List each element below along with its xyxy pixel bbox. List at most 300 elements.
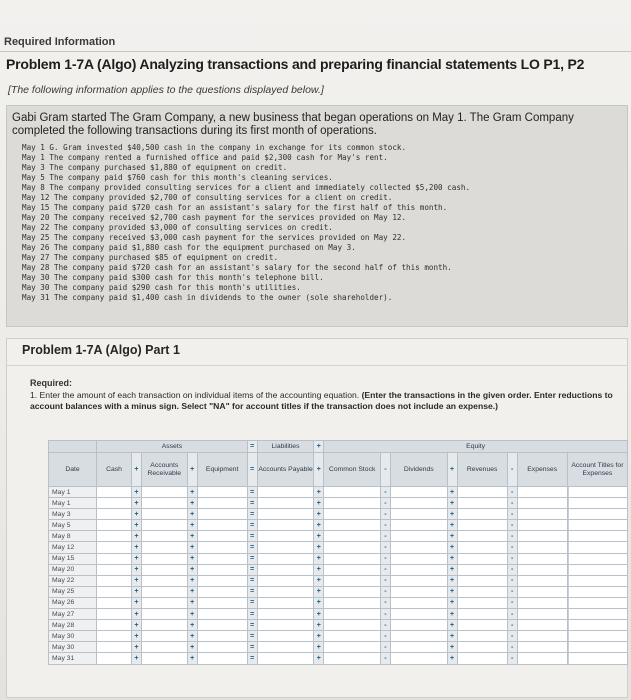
operator-sign: + [447,631,457,642]
account-title-select[interactable] [567,509,627,520]
operator-sign: + [187,620,197,631]
operator-sign: - [507,575,517,586]
row-date: May 1 [49,498,97,509]
operator-sign: - [507,609,517,620]
operator-sign: - [381,553,391,564]
operator-sign: + [447,553,457,564]
common-stock-input[interactable] [324,653,381,664]
account-title-select[interactable] [567,520,627,531]
accounting-equation-table [48,440,628,665]
table-row [49,586,628,597]
operator-sign: + [187,520,197,531]
operator-sign: + [447,653,457,664]
accounts-payable-input[interactable] [257,487,314,498]
operator-sign: + [187,564,197,575]
expenses-input[interactable] [517,631,567,642]
operator-sign: + [447,531,457,542]
cash-input[interactable] [97,564,132,575]
operator-sign: - [381,487,391,498]
col-expenses: Expenses [517,453,567,487]
select-box [568,653,627,663]
table-row [49,564,628,575]
accounts-receivable-input[interactable] [141,553,187,564]
accounts-receivable-input[interactable] [141,487,187,498]
accounts-payable-input[interactable] [257,653,314,664]
accounts-payable-input[interactable] [257,631,314,642]
info-intro-text: Gabi Gram started The Gram Company, a new business that began operations on May 1. The Gram Company completed the following transactions during its first month of operations. [12,112,574,137]
select-box [568,542,627,552]
table-row [49,609,628,620]
operator-sign: + [132,564,142,575]
account-title-select[interactable] [567,642,627,653]
operator-sign: - [507,597,517,608]
row-date: May 1 [49,487,97,498]
accounts-payable-input[interactable] [257,531,314,542]
revenues-input[interactable] [457,553,507,564]
col-op-7: - [507,453,517,487]
accounts-receivable-input[interactable] [141,586,187,597]
table-row [49,531,628,542]
select-box [568,631,627,641]
accounts-payable-input[interactable] [257,520,314,531]
accounts-receivable-input[interactable] [141,498,187,509]
col-date: Date [49,453,97,487]
operator-sign: = [247,542,257,553]
row-date: May 12 [49,542,97,553]
account-title-select[interactable] [567,609,627,620]
common-stock-input[interactable] [324,631,381,642]
row-date: May 22 [49,575,97,586]
operator-sign: + [447,564,457,575]
operator-sign: = [247,631,257,642]
col-common-stock: Common Stock [324,453,381,487]
expenses-input[interactable] [517,597,567,608]
operator-sign: + [132,631,142,642]
table-row [49,553,628,564]
cash-input[interactable] [97,498,132,509]
operator-sign: - [507,653,517,664]
col-revenues: Revenues [457,453,507,487]
col-accounts-payable: Accounts Payable [257,453,314,487]
expenses-input[interactable] [517,586,567,597]
dividends-input[interactable] [390,564,447,575]
accounts-receivable-input[interactable] [141,653,187,664]
operator-sign: + [132,509,142,520]
table-row [49,597,628,608]
operator-sign: + [187,531,197,542]
dividends-input[interactable] [390,575,447,586]
operator-sign: + [314,564,324,575]
account-title-select[interactable] [567,487,627,498]
revenues-input[interactable] [457,575,507,586]
revenues-input[interactable] [457,631,507,642]
operator-sign: + [314,553,324,564]
common-stock-input[interactable] [324,553,381,564]
operator-sign: + [187,631,197,642]
accounts-receivable-input[interactable] [141,531,187,542]
group-equity: Equity [324,441,628,453]
row-date: May 27 [49,609,97,620]
select-box [568,598,627,608]
common-stock-input[interactable] [324,620,381,631]
account-title-select[interactable] [567,542,627,553]
account-title-select[interactable] [567,553,627,564]
common-stock-input[interactable] [324,498,381,509]
equipment-input[interactable] [197,542,247,553]
transaction-item: May 8 The company provided consulting services for a client and immediately collected $5,200 cash. [22,183,471,192]
accounts-payable-input[interactable] [257,609,314,620]
operator-sign: + [447,642,457,653]
equipment-input[interactable] [197,609,247,620]
row-date: May 30 [49,642,97,653]
operator-sign: = [247,564,257,575]
operator-sign: + [132,553,142,564]
operator-sign: + [132,498,142,509]
dividends-input[interactable] [390,542,447,553]
revenues-input[interactable] [457,642,507,653]
cash-input[interactable] [97,609,132,620]
account-title-select[interactable] [567,531,627,542]
operator-sign: + [447,609,457,620]
revenues-input[interactable] [457,597,507,608]
expenses-input[interactable] [517,531,567,542]
operator-sign: + [132,597,142,608]
operator-sign: = [247,620,257,631]
dividends-input[interactable] [390,653,447,664]
equipment-input[interactable] [197,575,247,586]
common-stock-input[interactable] [324,586,381,597]
required-label: Required: [30,378,73,388]
accounts-receivable-input[interactable] [141,509,187,520]
table-row [49,498,628,509]
row-date: May 3 [49,509,97,520]
transaction-item: May 5 The company paid $760 cash for this month's cleaning services. [22,173,333,182]
accounts-payable-input[interactable] [257,509,314,520]
operator-sign: + [132,531,142,542]
group-plus-sign: + [314,441,324,453]
transaction-item: May 30 The company paid $300 cash for this month's telephone bill. [22,273,324,282]
operator-sign: + [132,609,142,620]
revenues-input[interactable] [457,609,507,620]
operator-sign: - [381,498,391,509]
revenues-input[interactable] [457,520,507,531]
operator-sign: - [507,631,517,642]
common-stock-input[interactable] [324,609,381,620]
operator-sign: + [447,542,457,553]
expenses-input[interactable] [517,498,567,509]
common-stock-input[interactable] [324,575,381,586]
operator-sign: + [187,609,197,620]
operator-sign: + [187,487,197,498]
operator-sign: - [507,564,517,575]
col-account-titles: Account Titles for Expenses [567,453,627,487]
operator-sign: - [381,531,391,542]
operator-sign: - [507,620,517,631]
table-row [49,653,628,664]
row-date: May 8 [49,531,97,542]
operator-sign: - [381,609,391,620]
equipment-input[interactable] [197,642,247,653]
col-op-5: - [381,453,391,487]
operator-sign: + [314,487,324,498]
col-dividends: Dividends [390,453,447,487]
table-row [49,542,628,553]
accounts-receivable-input[interactable] [141,642,187,653]
required-information-label: Required Information [4,36,116,48]
revenues-input[interactable] [457,542,507,553]
accounts-receivable-input[interactable] [141,575,187,586]
row-date: May 31 [49,653,97,664]
transaction-item: May 20 The company received $2,700 cash payment for the services provided on May 12. [22,213,407,222]
dividends-input[interactable] [390,609,447,620]
expenses-input[interactable] [517,575,567,586]
problem-title: Problem 1-7A (Algo) Analyzing transactions and preparing financial statements LO P1, P2 [6,56,585,72]
row-date: May 28 [49,620,97,631]
expenses-input[interactable] [517,642,567,653]
operator-sign: - [507,542,517,553]
operator-sign: = [247,653,257,664]
accounts-payable-input[interactable] [257,564,314,575]
transaction-item: May 31 The company paid $1,400 cash in dividends to the owner (sole shareholder). [22,293,393,302]
common-stock-input[interactable] [324,531,381,542]
accounts-payable-input[interactable] [257,597,314,608]
operator-sign: - [381,509,391,520]
transaction-item: May 12 The company provided $2,700 of consulting services for a client on credit. [22,193,393,202]
table-row [49,487,628,498]
cash-input[interactable] [97,575,132,586]
operator-sign: + [314,642,324,653]
operator-sign: + [314,609,324,620]
expenses-input[interactable] [517,620,567,631]
row-date: May 15 [49,553,97,564]
cash-input[interactable] [97,620,132,631]
expenses-input[interactable] [517,509,567,520]
cash-input[interactable] [97,586,132,597]
transaction-item: May 26 The company paid $1,880 cash for the equipment purchased on May 3. [22,243,356,252]
operator-sign: + [132,642,142,653]
table-row [49,575,628,586]
equipment-input[interactable] [197,653,247,664]
expenses-input[interactable] [517,653,567,664]
operator-sign: - [381,653,391,664]
account-title-select[interactable] [567,653,627,664]
accounts-payable-input[interactable] [257,642,314,653]
transaction-item: May 22 The company provided $3,000 of consulting services on credit. [22,223,333,232]
expenses-input[interactable] [517,609,567,620]
operator-sign: = [247,642,257,653]
operator-sign: - [507,498,517,509]
cash-input[interactable] [97,542,132,553]
operator-sign: + [447,509,457,520]
accounts-receivable-input[interactable] [141,620,187,631]
revenues-input[interactable] [457,564,507,575]
accounts-receivable-input[interactable] [141,597,187,608]
row-date: May 30 [49,631,97,642]
revenues-input[interactable] [457,586,507,597]
account-title-select[interactable] [567,575,627,586]
operator-sign: + [447,597,457,608]
operator-sign: - [381,642,391,653]
equipment-input[interactable] [197,531,247,542]
operator-sign: + [314,575,324,586]
group-blank-date [49,441,97,453]
cash-input[interactable] [97,653,132,664]
accounts-payable-input[interactable] [257,620,314,631]
equipment-input[interactable] [197,509,247,520]
common-stock-input[interactable] [324,487,381,498]
cash-input[interactable] [97,509,132,520]
transaction-item: May 30 The company paid $290 cash for this month's utilities. [22,283,301,292]
col-op-4: + [314,453,324,487]
operator-sign: = [247,586,257,597]
dividends-input[interactable] [390,531,447,542]
expenses-input[interactable] [517,553,567,564]
accounts-receivable-input[interactable] [141,520,187,531]
equipment-input[interactable] [197,553,247,564]
table-row [49,620,628,631]
operator-sign: = [247,509,257,520]
transaction-item: May 28 The company paid $720 cash for an assistant's salary for the second half of this month. [22,263,452,272]
common-stock-input[interactable] [324,564,381,575]
common-stock-input[interactable] [324,520,381,531]
operator-sign: + [187,498,197,509]
cash-input[interactable] [97,531,132,542]
transaction-item: May 15 The company paid $720 cash for an assistant's salary for the first half of this month. [22,203,448,212]
cash-input[interactable] [97,642,132,653]
cash-input[interactable] [97,520,132,531]
accounts-receivable-input[interactable] [141,631,187,642]
dividends-input[interactable] [390,631,447,642]
cash-input[interactable] [97,597,132,608]
revenues-input[interactable] [457,498,507,509]
accounts-payable-input[interactable] [257,498,314,509]
dividends-input[interactable] [390,642,447,653]
operator-sign: - [507,642,517,653]
operator-sign: + [314,531,324,542]
cash-input[interactable] [97,487,132,498]
operator-sign: - [507,531,517,542]
dividends-input[interactable] [390,509,447,520]
dividends-input[interactable] [390,520,447,531]
operator-sign: + [314,653,324,664]
operator-sign: - [507,586,517,597]
transaction-item: May 3 The company purchased $1,880 of equipment on credit. [22,163,288,172]
select-box [568,531,627,541]
operator-sign: + [447,586,457,597]
operator-sign: + [187,653,197,664]
revenues-input[interactable] [457,487,507,498]
equipment-input[interactable] [197,620,247,631]
accounts-payable-input[interactable] [257,575,314,586]
account-title-select[interactable] [567,597,627,608]
cash-input[interactable] [97,631,132,642]
instruction-plain: 1. Enter the amount of each transaction on individual items of the accounting equation. [30,390,360,400]
equipment-input[interactable] [197,586,247,597]
account-title-select[interactable] [567,586,627,597]
operator-sign: = [247,575,257,586]
operator-sign: + [187,586,197,597]
accounts-receivable-input[interactable] [141,564,187,575]
select-box [568,554,627,564]
operator-sign: - [381,542,391,553]
accounts-receivable-input[interactable] [141,542,187,553]
operator-sign: = [247,609,257,620]
common-stock-input[interactable] [324,597,381,608]
operator-sign: + [314,586,324,597]
dividends-input[interactable] [390,620,447,631]
equipment-input[interactable] [197,564,247,575]
select-box [568,520,627,530]
common-stock-input[interactable] [324,509,381,520]
equipment-input[interactable] [197,597,247,608]
select-box [568,576,627,586]
operator-sign: + [447,487,457,498]
account-title-select[interactable] [567,620,627,631]
account-title-select[interactable] [567,631,627,642]
part-divider [6,365,628,366]
common-stock-input[interactable] [324,542,381,553]
expenses-input[interactable] [517,564,567,575]
dividends-input[interactable] [390,487,447,498]
accounts-receivable-input[interactable] [141,609,187,620]
select-box [568,620,627,630]
operator-sign: + [132,653,142,664]
select-box [568,642,627,652]
revenues-input[interactable] [457,620,507,631]
operator-sign: - [381,520,391,531]
revenues-input[interactable] [457,653,507,664]
operator-sign: - [507,553,517,564]
revenues-input[interactable] [457,531,507,542]
accounts-payable-input[interactable] [257,553,314,564]
operator-sign: + [314,542,324,553]
equipment-input[interactable] [197,631,247,642]
operator-sign: + [132,520,142,531]
operator-sign: - [507,509,517,520]
common-stock-input[interactable] [324,642,381,653]
revenues-input[interactable] [457,509,507,520]
operator-sign: + [447,520,457,531]
equipment-input[interactable] [197,498,247,509]
equipment-input[interactable] [197,487,247,498]
group-assets: Assets [97,441,248,453]
table-row [49,509,628,520]
account-title-select[interactable] [567,498,627,509]
row-date: May 25 [49,586,97,597]
operator-sign: - [381,597,391,608]
account-title-select[interactable] [567,564,627,575]
dividends-input[interactable] [390,597,447,608]
part-title: Problem 1-7A (Algo) Part 1 [22,343,180,357]
operator-sign: - [381,564,391,575]
expenses-input[interactable] [517,542,567,553]
dividends-input[interactable] [390,586,447,597]
expenses-input[interactable] [517,487,567,498]
col-accounts-receivable: Accounts Receivable [141,453,187,487]
transaction-item: May 25 The company received $3,000 cash payment for the services provided on May 22. [22,233,407,242]
dividends-input[interactable] [390,553,447,564]
cash-input[interactable] [97,553,132,564]
accounts-payable-input[interactable] [257,542,314,553]
equipment-input[interactable] [197,520,247,531]
dividends-input[interactable] [390,498,447,509]
operator-sign: + [447,620,457,631]
accounts-payable-input[interactable] [257,586,314,597]
equation-table-body [49,487,628,665]
expenses-input[interactable] [517,520,567,531]
operator-sign: + [187,553,197,564]
operator-sign: + [187,642,197,653]
